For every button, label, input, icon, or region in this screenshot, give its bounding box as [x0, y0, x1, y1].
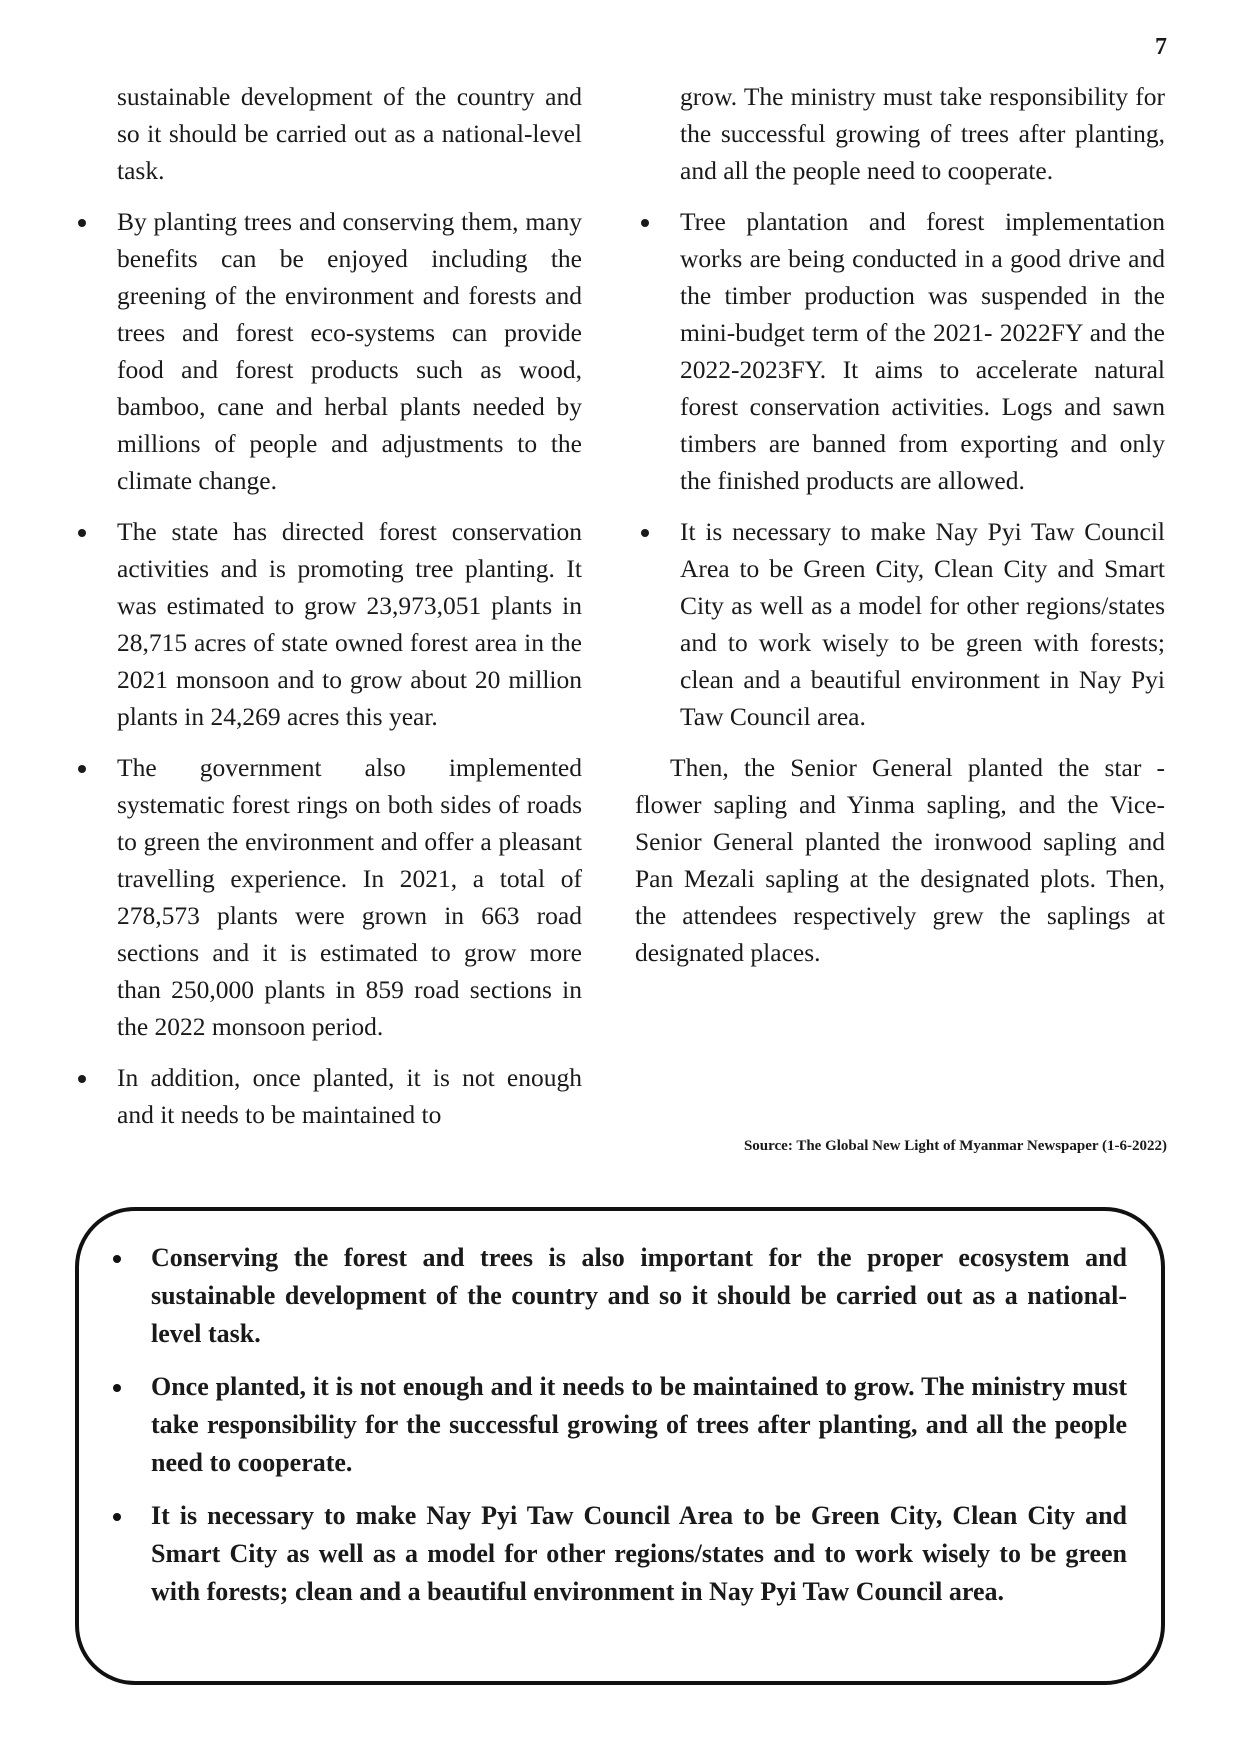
list-item — [72, 749, 582, 1045]
bullet-icon — [78, 529, 86, 537]
left-continuation-text: sustainable development of the country and so it should be carried out as a national-level task. — [117, 82, 582, 185]
bullet-icon — [78, 765, 86, 773]
bullet-icon — [113, 1384, 121, 1392]
left-bullet-list — [72, 203, 582, 1133]
summary-bullet-list — [109, 1239, 1127, 1611]
list-item — [635, 203, 1165, 499]
summary-item — [109, 1368, 1127, 1482]
list-item-text: It is necessary to make Nay Pyi Taw Council Area to be Green City, Clean City and Smart City as well as a model for other regions/states and to work wisely to be green with forests; clean and a beautiful environment in Nay Pyi Taw Council area. — [680, 517, 1165, 731]
list-item-text: The state has directed forest conservation activities and is promoting tree planting. It was estimated to grow 23,973,051 plants in 28,715 acres of state owned forest area in the 2021 monsoon and to grow about 20 million plants in 24,269 acres this year. — [117, 517, 582, 731]
summary-item-text: It is necessary to make Nay Pyi Taw Council Area to be Green City, Clean City and Smart City as well as a model for other regions/states and to work wisely to be green with forests; clean and a beautiful environment in Nay Pyi Taw Council area. — [151, 1501, 1127, 1606]
list-item — [635, 513, 1165, 735]
summary-box — [75, 1207, 1165, 1685]
list-item — [72, 513, 582, 735]
list-item-text: By planting trees and conserving them, many benefits can be enjoyed including the greening of the environment and forests and trees and forest eco-systems can provide food and forest products such as wood, bamboo, cane and herbal plants needed by millions of people and adjustments to the climate change. — [117, 207, 582, 495]
summary-item-text: Once planted, it is not enough and it needs to be maintained to grow. The ministry must take responsibility for the successful growing of trees after planting, and all the people need to cooperate. — [151, 1372, 1127, 1477]
list-item-text: In addition, once planted, it is not enough and it needs to be maintained to — [117, 1063, 582, 1129]
bullet-icon — [113, 1513, 121, 1521]
bullet-icon — [78, 219, 86, 227]
bullet-icon — [78, 1075, 86, 1083]
bullet-icon — [113, 1255, 121, 1263]
list-item — [72, 203, 582, 499]
summary-item-text: Conserving the forest and trees is also important for the proper ecosystem and sustainable development of the country and so it should be carried out as a national-level task. — [151, 1243, 1127, 1348]
list-item — [72, 1059, 582, 1133]
summary-item — [109, 1497, 1127, 1611]
closing-paragraph: Then, the Senior General planted the star -flower sapling and Yinma sapling, and the Vice-Senior General planted the ironwood sapling and Pan Mezali sapling at the designated plots. Then, the attendees respectively grew the saplings at designated places. — [635, 753, 1165, 967]
right-bullet-list — [635, 203, 1165, 735]
right-continuation-text: grow. The ministry must take responsibility for the successful growing of trees after planting, and all the people need to cooperate. — [680, 82, 1165, 185]
summary-item — [109, 1239, 1127, 1353]
source-citation: Source: The Global New Light of Myanmar Newspaper (1-6-2022) — [743, 1138, 1167, 1154]
left-column — [72, 78, 582, 1147]
list-item-text: The government also implemented systematic forest rings on both sides of roads to green the environment and offer a pleasant travelling experience. In 2021, a total of 278,573 plants were grown in 663 road sections and it is estimated to grow more than 250,000 plants in 859 road sections in the 2022 monsoon period. — [117, 753, 582, 1041]
right-column — [635, 78, 1165, 985]
list-item-text: Tree plantation and forest implementation works are being conducted in a good drive and the timber production was suspended in the mini-budget term of the 2021- 2022FY and the 2022-2023FY. It aims to accelerate natural forest conservation activities. Logs and sawn timbers are banned from exporting and only the finished products are allowed. — [680, 207, 1165, 495]
bullet-icon — [641, 219, 649, 227]
page-number: 7 — [1155, 34, 1167, 60]
bullet-icon — [641, 529, 649, 537]
